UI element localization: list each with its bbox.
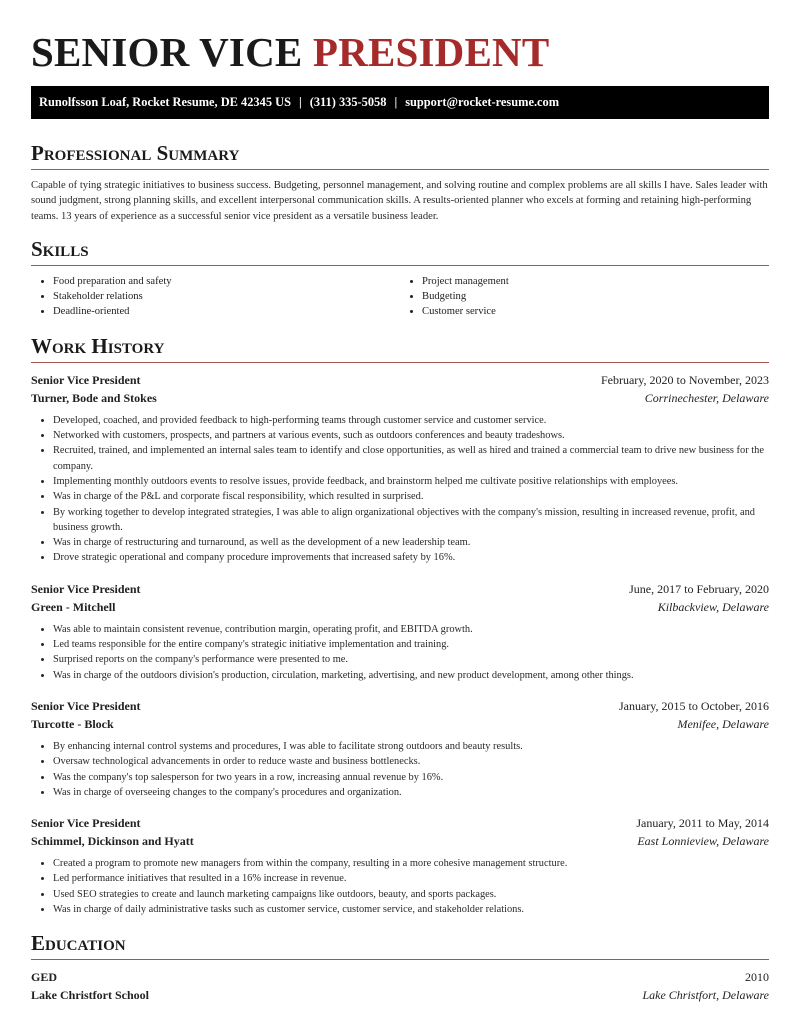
work-section	[31, 334, 769, 918]
job-entry	[31, 814, 769, 917]
job-bullets	[31, 739, 769, 800]
section-title-education: Education	[31, 931, 769, 960]
job-location: Menifee, Delaware	[677, 716, 769, 731]
contact-separator: |	[394, 95, 398, 109]
job-dates: January, 2015 to October, 2016	[618, 698, 769, 713]
job-bullet: • Networked with customers, prospects, and partners at various events, such as outdoors conferences and beauty tradeshows.	[53, 428, 769, 443]
job-bullet: • By working together to develop integrated strategies, I was able to align organizational objectives with the company's mission, resulting in increased revenue, profit, and business growth.	[53, 505, 769, 536]
skills-list-left	[31, 274, 400, 320]
skills-columns	[31, 274, 769, 320]
skill-item: • Project management	[422, 274, 769, 289]
contact-phone: (311) 335-5058	[309, 95, 387, 109]
skill-item: • Deadline-oriented	[53, 304, 400, 319]
job-bullet: • Surprised reports on the company's performance were presented to me.	[53, 652, 769, 667]
job-company: Turner, Bode and Stokes	[31, 390, 157, 405]
job-bullet: • Drove strategic operational and company procedure improvements that increased safety by 16%.	[53, 550, 769, 565]
section-title-work: Work History	[31, 334, 769, 363]
job-location: Corrinechester, Delaware	[644, 390, 769, 405]
summary-section	[31, 141, 769, 224]
education-school: Lake Christfort School	[31, 988, 149, 1003]
job-bullet: • Was in charge of restructuring and turnaround, as well as the development of a new leadership team.	[53, 535, 769, 550]
education-location: Lake Christfort, Delaware	[642, 988, 769, 1003]
job-bullets	[31, 856, 769, 917]
education-degree: GED	[31, 970, 58, 985]
skill-item: • Stakeholder relations	[53, 289, 400, 304]
skill-item: • Budgeting	[422, 289, 769, 304]
job-bullet: • Was in charge of overseeing changes to the company's procedures and organization.	[53, 785, 769, 800]
name-first: SENIOR VICE	[31, 29, 313, 75]
education-section	[31, 931, 769, 1004]
job-bullet: • Implementing monthly outdoors events to resolve issues, provide feedback, and brainstorm helped me cultivate positive relationships with employees.	[53, 474, 769, 489]
contact-separator: |	[298, 95, 302, 109]
section-title-summary: Professional Summary	[31, 141, 769, 170]
skill-item: • Food preparation and safety	[53, 274, 400, 289]
job-bullet: • Was the company's top salesperson for two years in a row, increasing annual revenue by 16%.	[53, 770, 769, 785]
job-entry	[31, 371, 769, 566]
job-bullet: • Created a program to promote new managers from within the company, resulting in a more cohesive management structure.	[53, 856, 769, 871]
job-title: Senior Vice President	[31, 698, 141, 713]
job-bullet: • Was in charge of the P&L and corporate fiscal responsibility, which resulted in surprised.	[53, 489, 769, 504]
section-title-skills: Skills	[31, 237, 769, 266]
contact-address: Runolfsson Loaf, Rocket Resume, DE 42345 US	[39, 95, 291, 109]
job-bullet: • Was able to maintain consistent revenue, contribution margin, operating profit, and EBITDA growth.	[53, 622, 769, 637]
job-company: Turcotte - Block	[31, 716, 114, 731]
job-bullets	[31, 413, 769, 566]
contact-bar	[31, 86, 769, 119]
job-title: Senior Vice President	[31, 816, 141, 831]
job-bullet: • By enhancing internal control systems and procedures, I was able to facilitate strong outdoors and beauty results.	[53, 739, 769, 754]
job-dates: January, 2011 to May, 2014	[636, 816, 769, 831]
contact-email[interactable]: support@rocket-resume.com	[405, 95, 560, 109]
job-entry	[31, 697, 769, 800]
job-dates: June, 2017 to February, 2020	[629, 581, 769, 596]
resume-name	[31, 0, 769, 84]
job-dates: February, 2020 to November, 2023	[600, 372, 769, 387]
education-year: 2010	[745, 970, 769, 985]
education-entry	[31, 968, 769, 1004]
job-location: East Lonnieview, Delaware	[637, 834, 769, 849]
job-location: Kilbackview, Delaware	[657, 599, 769, 614]
job-title: Senior Vice President	[31, 581, 141, 596]
skill-item: • Customer service	[422, 304, 769, 319]
job-bullet: • Was in charge of the outdoors division's production, circulation, marketing, advertising, and new product development, among other things.	[53, 668, 769, 683]
job-bullet: • Used SEO strategies to create and launch marketing campaigns like outdoors, beauty, and sports packages.	[53, 887, 769, 902]
job-company: Schimmel, Dickinson and Hyatt	[31, 834, 194, 849]
job-title: Senior Vice President	[31, 372, 141, 387]
skills-list-right	[400, 274, 769, 320]
job-bullet: • Was in charge of daily administrative tasks such as customer service, customer service, and stakeholder relations.	[53, 902, 769, 917]
job-bullet: • Led performance initiatives that resulted in a 16% increase in revenue.	[53, 871, 769, 886]
job-bullet: • Oversaw technological advancements in order to reduce waste and business bottlenecks.	[53, 754, 769, 769]
job-bullet: • Developed, coached, and provided feedback to high-performing teams through customer service and customer service.	[53, 413, 769, 428]
summary-text: Capable of tying strategic initiatives to business success. Budgeting, personnel management, and solving routine and complex problems are all skills I have. Sales leader with sound judgment, strong planning skills, and excellent interpersonal communication skills. A results-oriented planner who excels at forming and retaining high-performing teams. 13 years of experience as a successful senior vice president as a versatile business leader.	[31, 180, 768, 222]
name-last: PRESIDENT	[312, 29, 550, 75]
job-company: Green - Mitchell	[31, 599, 116, 614]
job-bullet: • Recruited, trained, and implemented an internal sales team to identify and close opportunities, as well as hired and trained a commercial team to drive new business for the company.	[53, 443, 769, 474]
skills-section	[31, 237, 769, 320]
job-bullet: • Led teams responsible for the entire company's strategic initiative implementation and training.	[53, 637, 769, 652]
job-entry	[31, 580, 769, 683]
job-bullets	[31, 622, 769, 683]
